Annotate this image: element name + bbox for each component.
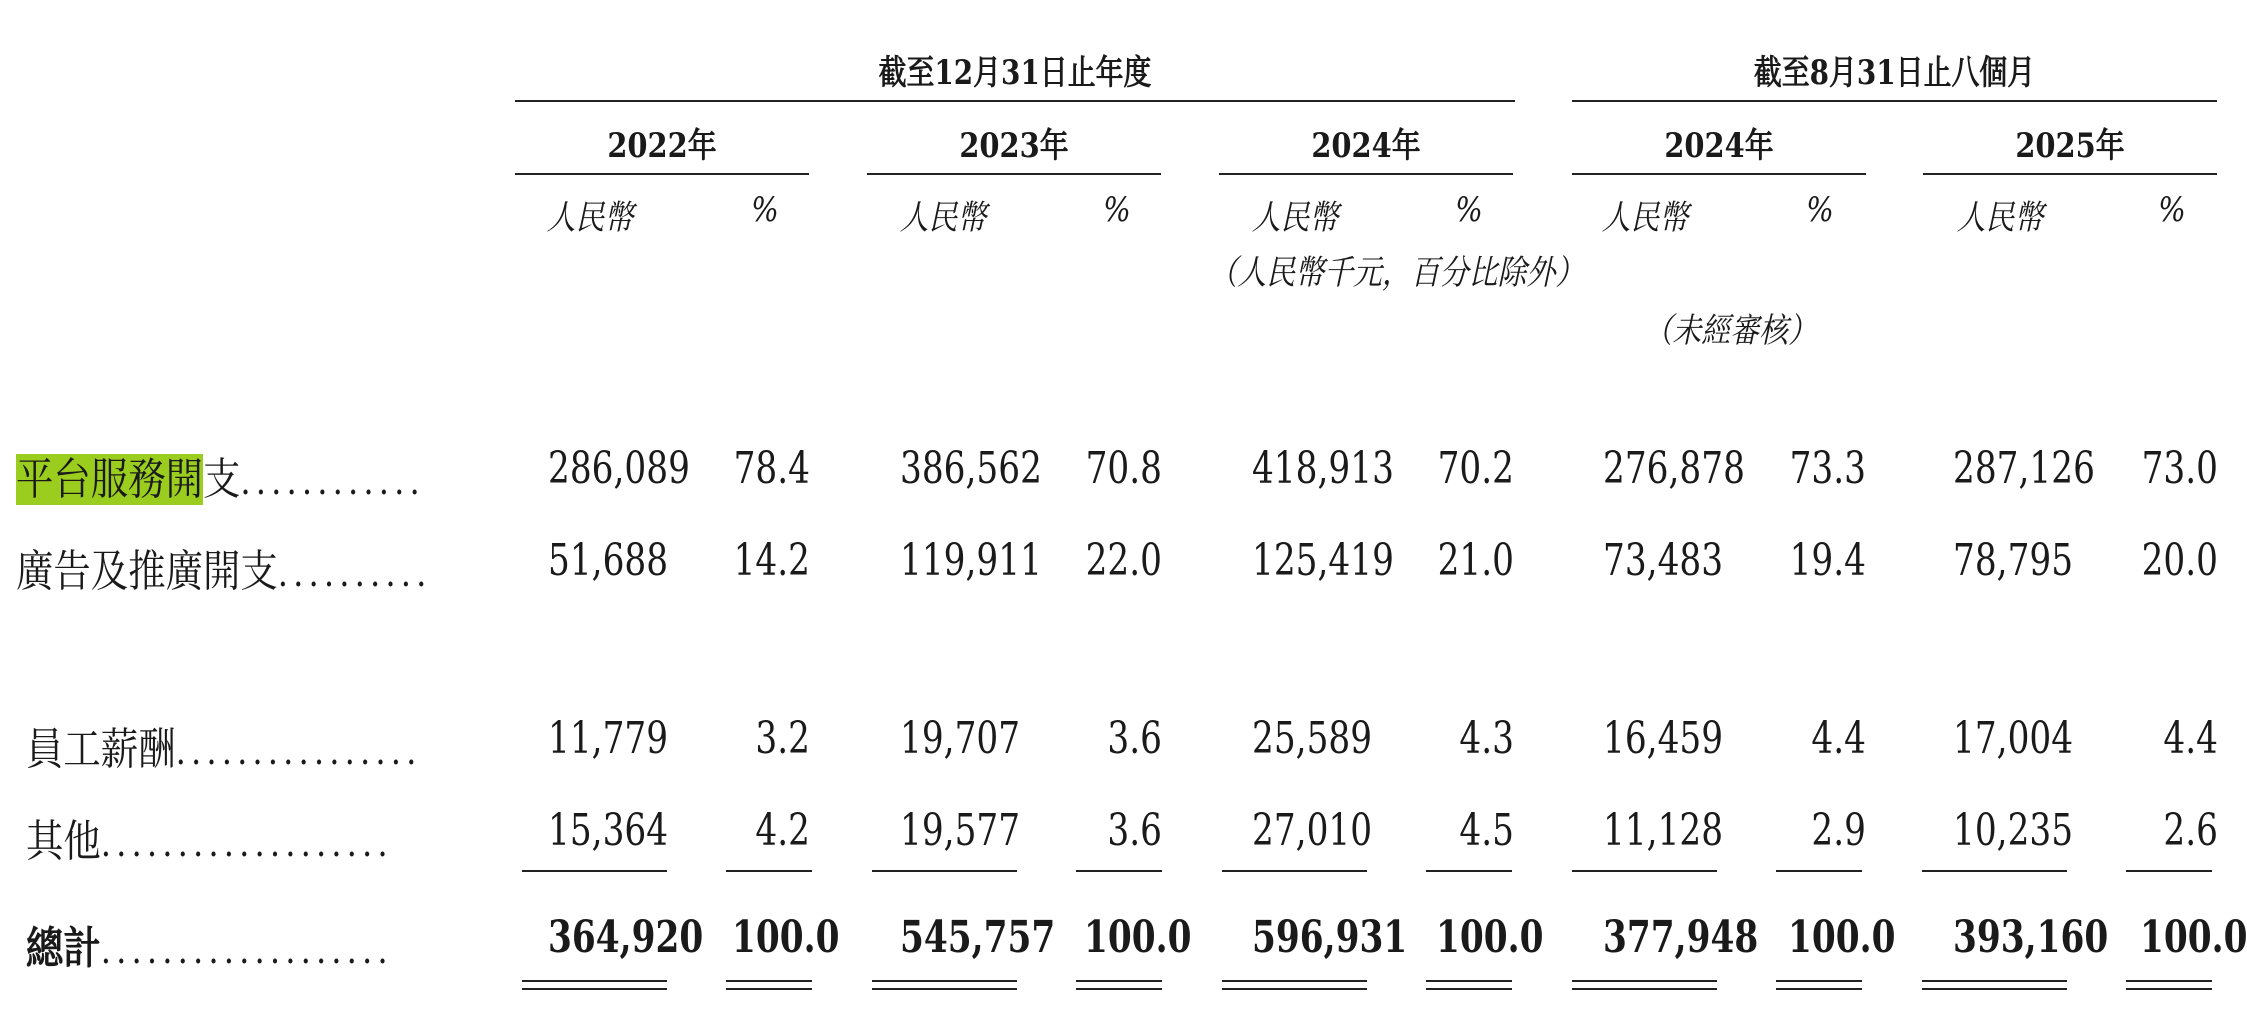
year-rule-2022 xyxy=(515,173,809,175)
cell-value: 286,089 xyxy=(548,443,690,494)
cell-percent: 4.4 xyxy=(1811,713,1866,764)
total-double-rule xyxy=(1076,980,1162,982)
cell-percent: 22.0 xyxy=(1085,535,1162,586)
cell-percent: 73.3 xyxy=(1789,443,1866,494)
row-label-total xyxy=(26,912,393,976)
total-double-rule xyxy=(1922,980,2067,982)
unit-note: （人民幣千元，百分比除外） xyxy=(1208,253,1585,293)
cell-value: 51,688 xyxy=(548,535,669,586)
year-header-2024: 2024年 xyxy=(1311,126,1421,166)
cell-percent: 70.2 xyxy=(1437,443,1514,494)
subtotal-rule xyxy=(522,870,667,872)
subtotal-rule xyxy=(1076,870,1162,872)
total-double-rule xyxy=(1426,988,1512,990)
cell-value: 11,779 xyxy=(548,713,669,764)
subtotal-rule xyxy=(1776,870,1862,872)
unit-percent-2024: % xyxy=(1455,190,1483,230)
cell-value: 11,128 xyxy=(1603,805,1724,856)
cell-percent: 78.4 xyxy=(733,443,810,494)
year-rule-2024-8m xyxy=(1572,173,1866,175)
group-rule-1 xyxy=(515,100,1515,102)
cell-value: 25,589 xyxy=(1252,713,1373,764)
label-text: 支 xyxy=(203,454,241,505)
total-value: 393,160 xyxy=(1953,912,2109,963)
unit-percent-2025-8m: % xyxy=(2158,190,2186,230)
leader-dots: ................ xyxy=(175,729,422,773)
total-double-rule xyxy=(2126,988,2212,990)
total-double-rule xyxy=(1776,980,1862,982)
unit-currency-2024: 人民幣 xyxy=(1251,198,1339,238)
total-value: 596,931 xyxy=(1252,912,1408,963)
cell-value: 287,126 xyxy=(1953,443,2095,494)
total-double-rule xyxy=(1426,980,1512,982)
cell-value: 15,364 xyxy=(548,805,669,856)
total-percent: 100.0 xyxy=(1084,912,1192,963)
cell-percent: 4.3 xyxy=(1459,713,1514,764)
total-percent: 100.0 xyxy=(2140,912,2247,963)
cell-value: 73,483 xyxy=(1603,535,1724,586)
row-label-staff-costs xyxy=(26,713,421,777)
leader-dots: ................... xyxy=(100,821,393,865)
cell-percent: 4.2 xyxy=(755,805,810,856)
subtotal-rule xyxy=(1222,870,1367,872)
cell-value: 78,795 xyxy=(1953,535,2074,586)
total-percent: 100.0 xyxy=(1788,912,1896,963)
leader-dots: ............ xyxy=(240,459,425,503)
unit-currency-2025-8m: 人民幣 xyxy=(1956,198,2044,238)
total-double-rule xyxy=(1222,980,1367,982)
year-rule-2024 xyxy=(1219,173,1513,175)
leader-dots: ................... xyxy=(100,928,393,972)
cell-value: 119,911 xyxy=(900,535,1042,586)
total-percent: 100.0 xyxy=(732,912,840,963)
total-double-rule xyxy=(726,980,812,982)
group-title-eight-months: 截至8月31日止八個月 xyxy=(1753,53,2036,93)
cell-value: 16,459 xyxy=(1603,713,1724,764)
row-label-others xyxy=(26,805,393,869)
highlighted-text: 平台服務開 xyxy=(16,454,203,505)
cell-value: 386,562 xyxy=(900,443,1042,494)
row-label-platform-service xyxy=(16,443,425,507)
total-value: 545,757 xyxy=(900,912,1056,963)
cell-value: 19,577 xyxy=(900,805,1021,856)
subtotal-rule xyxy=(872,870,1017,872)
cell-value: 27,010 xyxy=(1252,805,1373,856)
year-header-2022: 2022年 xyxy=(607,126,717,166)
group-rule-2 xyxy=(1572,100,2217,102)
cell-value: 19,707 xyxy=(900,713,1021,764)
year-rule-2025-8m xyxy=(1923,173,2217,175)
cell-value: 10,235 xyxy=(1953,805,2074,856)
cell-percent: 19.4 xyxy=(1789,535,1866,586)
cell-percent: 3.6 xyxy=(1107,805,1162,856)
label-text: 員工薪酬 xyxy=(26,724,176,775)
year-header-2023: 2023年 xyxy=(959,126,1069,166)
cell-percent: 4.5 xyxy=(1459,805,1514,856)
subtotal-rule xyxy=(1922,870,2067,872)
total-value: 377,948 xyxy=(1603,912,1759,963)
year-header-2025-8m: 2025年 xyxy=(2015,126,2125,166)
total-double-rule xyxy=(1776,988,1862,990)
total-double-rule xyxy=(522,988,667,990)
label-text: 廣告及推廣開支 xyxy=(16,546,278,597)
total-double-rule xyxy=(1572,988,1717,990)
leader-dots: .......... xyxy=(277,551,432,595)
unit-percent-2022: % xyxy=(751,190,779,230)
total-double-rule xyxy=(872,988,1017,990)
cell-percent: 3.6 xyxy=(1107,713,1162,764)
total-double-rule xyxy=(2126,980,2212,982)
cell-value: 418,913 xyxy=(1252,443,1394,494)
unit-percent-2024-8m: % xyxy=(1806,190,1834,230)
subtotal-rule xyxy=(726,870,812,872)
cell-percent: 4.4 xyxy=(2163,713,2218,764)
cell-percent: 2.9 xyxy=(1811,805,1866,856)
subtotal-rule xyxy=(2126,870,2212,872)
cell-percent: 20.0 xyxy=(2141,535,2218,586)
cell-percent: 3.2 xyxy=(755,713,810,764)
year-rule-2023 xyxy=(867,173,1161,175)
row-label-advertising xyxy=(16,535,431,599)
cell-value: 17,004 xyxy=(1953,713,2074,764)
unit-percent-2023: % xyxy=(1103,190,1131,230)
total-value: 364,920 xyxy=(548,912,704,963)
unaudited-note: （未經審核） xyxy=(1643,311,1817,351)
unit-currency-2022: 人民幣 xyxy=(546,198,634,238)
total-double-rule xyxy=(1572,980,1717,982)
subtotal-rule xyxy=(1426,870,1512,872)
unit-currency-2024-8m: 人民幣 xyxy=(1601,198,1689,238)
year-header-2024-8m: 2024年 xyxy=(1664,126,1774,166)
total-double-rule xyxy=(872,980,1017,982)
cell-value: 276,878 xyxy=(1603,443,1745,494)
cell-percent: 2.6 xyxy=(2163,805,2218,856)
cell-percent: 73.0 xyxy=(2141,443,2218,494)
group-title-year-end: 截至12月31日止年度 xyxy=(878,53,1152,93)
label-text: 總計 xyxy=(26,923,101,974)
total-double-rule xyxy=(522,980,667,982)
total-double-rule xyxy=(1076,988,1162,990)
cell-value: 125,419 xyxy=(1252,535,1394,586)
total-percent: 100.0 xyxy=(1436,912,1544,963)
total-double-rule xyxy=(1222,988,1367,990)
unit-currency-2023: 人民幣 xyxy=(899,198,987,238)
subtotal-rule xyxy=(1572,870,1717,872)
label-text: 其他 xyxy=(26,816,101,867)
total-double-rule xyxy=(726,988,812,990)
cell-percent: 14.2 xyxy=(733,535,810,586)
cell-percent: 70.8 xyxy=(1085,443,1162,494)
total-double-rule xyxy=(1922,988,2067,990)
cell-percent: 21.0 xyxy=(1437,535,1514,586)
